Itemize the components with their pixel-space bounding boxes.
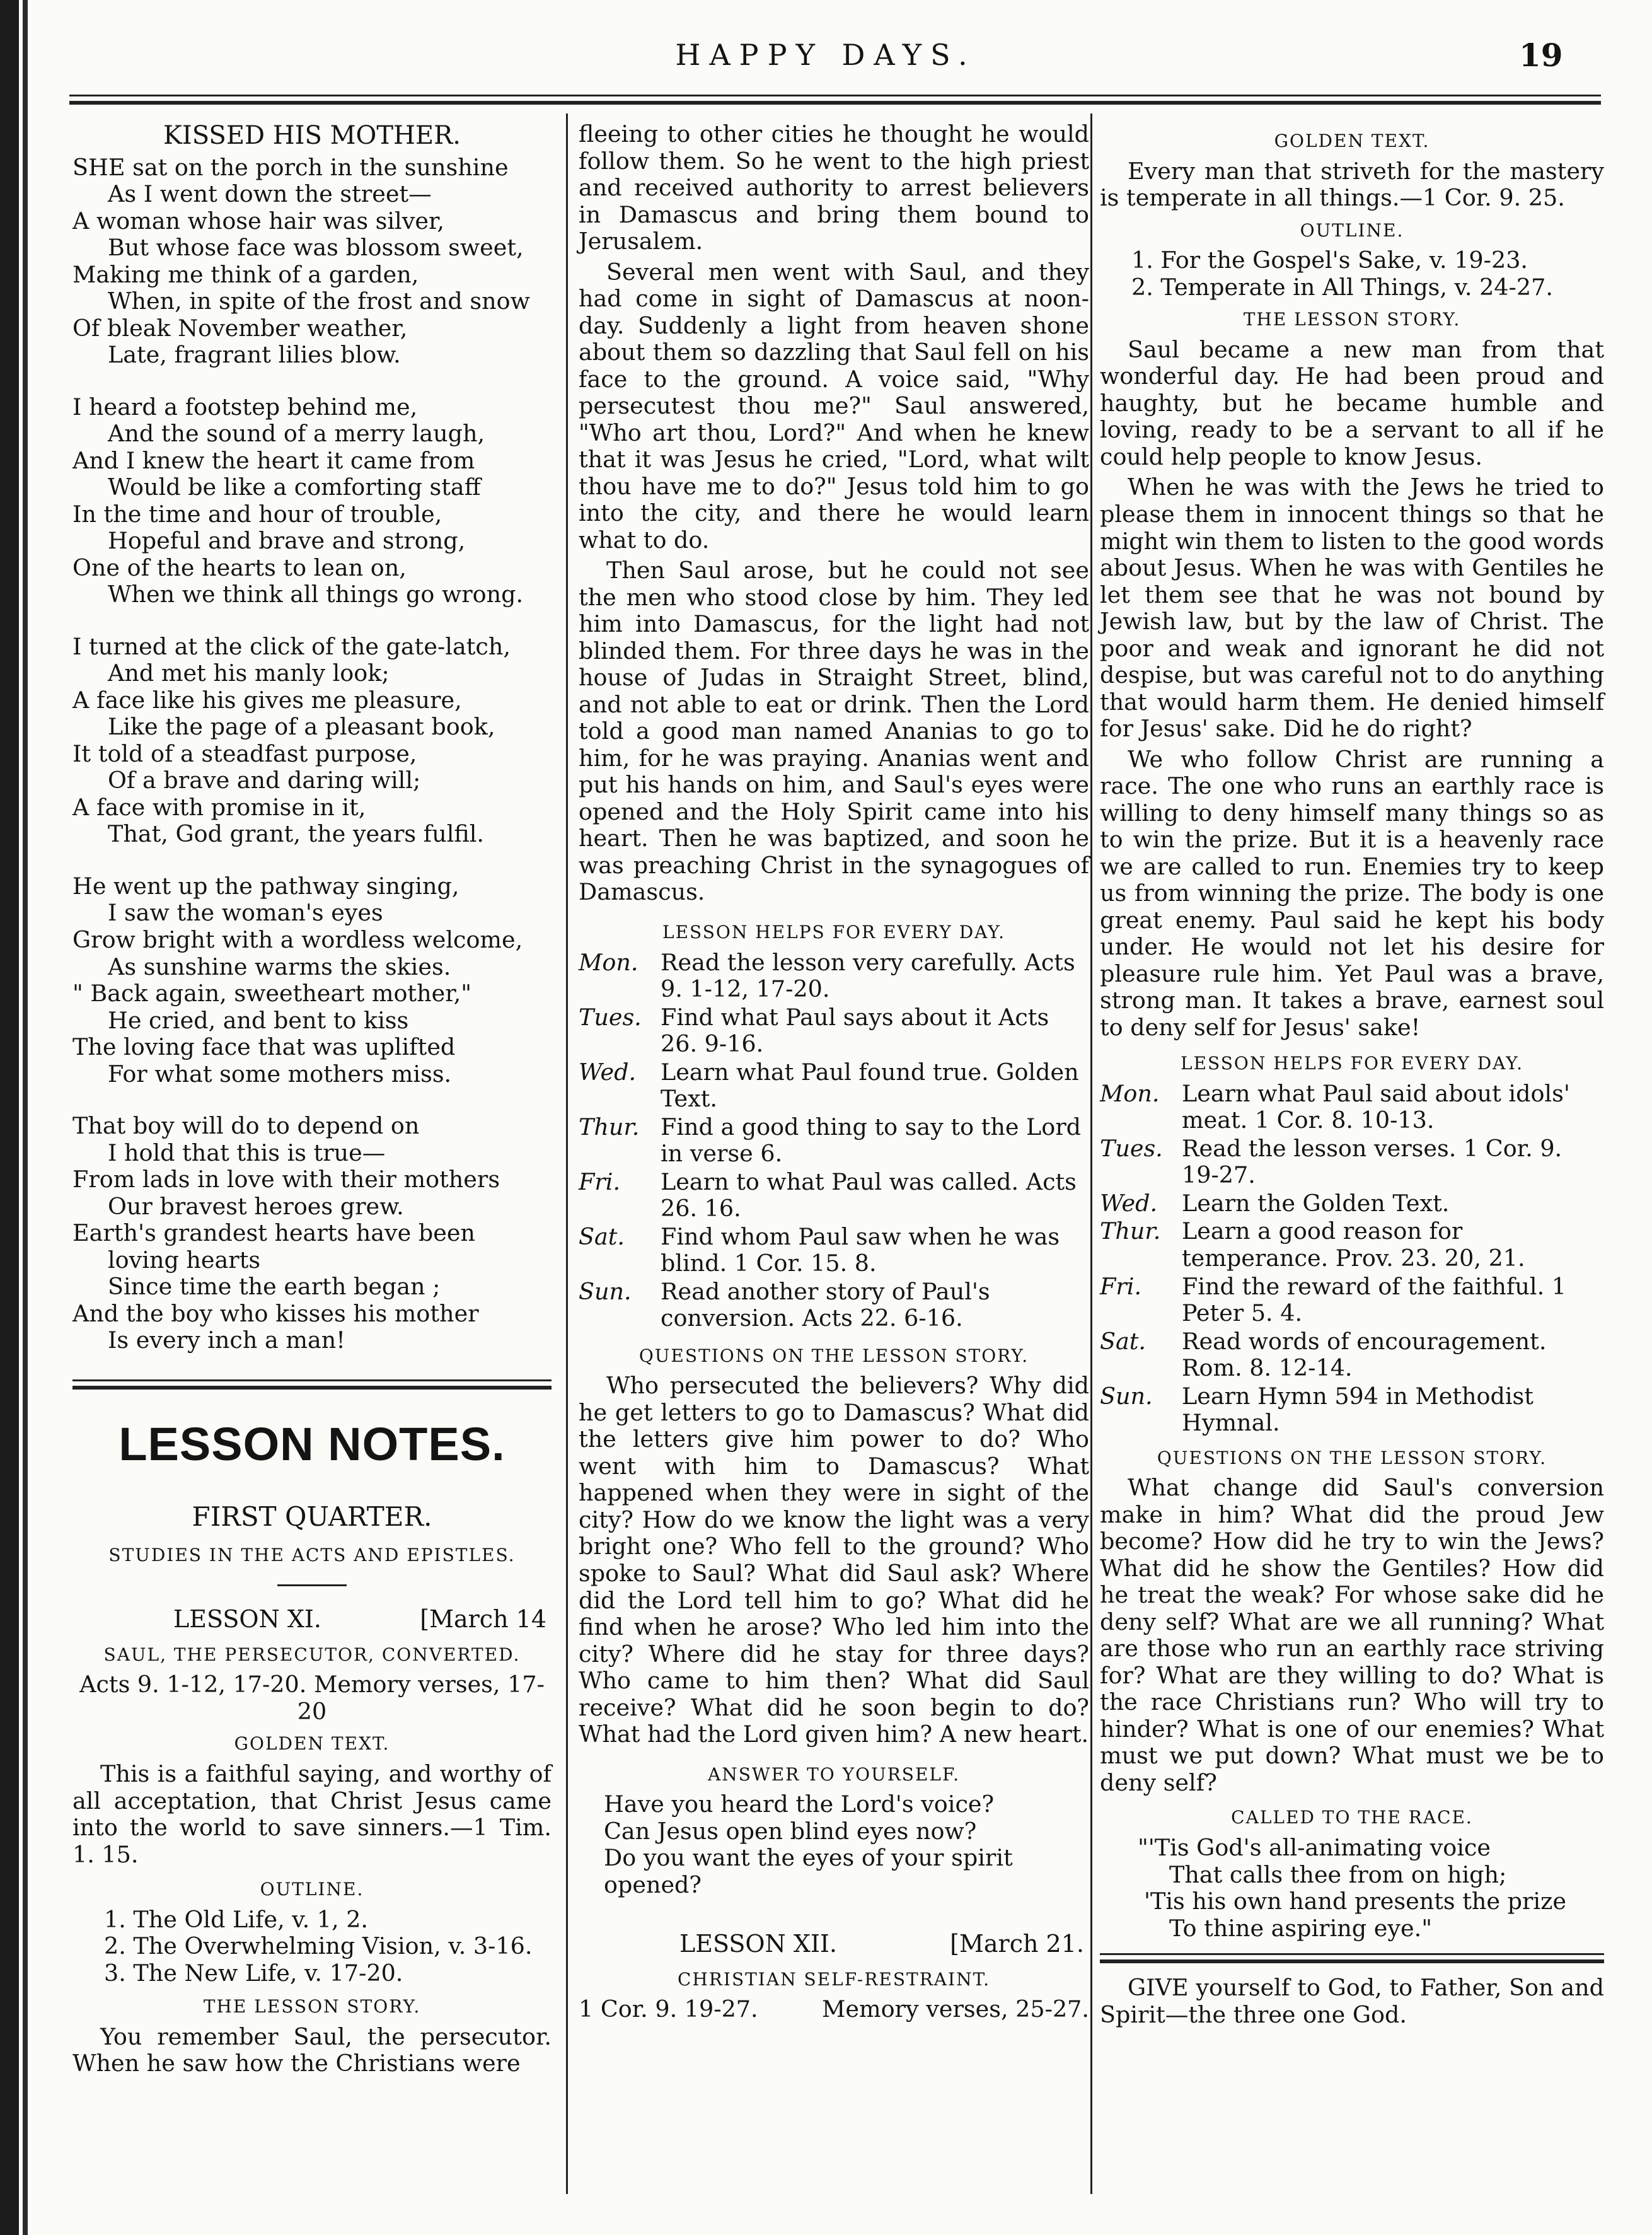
help-row [1100, 1081, 1604, 1134]
lesson-12-story-p2: When he was with the Jews he tried to please them in innocent things so that he might win them to listen to the good words about Jesus. When he was with Gentiles he let them see that he was not bound by Jewish law, but by the law of Christ. The poor and weak and ignorant he did not despise, but was careful not to do anything that would harm them. He denied himself for Jesus' sake. Did he do right? [1100, 473, 1604, 743]
poem-line: And the boy who kisses his mother [72, 1299, 479, 1327]
help-day: Wed. [579, 1058, 637, 1086]
lesson-11-story-p3: Then Saul arose, but he could not see the men who stood close by him. They led him into Damascus, for the light had not blinded them. For three days he was in the house of Judas in Straight Street, blind, and not able to eat or drink. Then the Lord told a good man named Ananias to go to him, for he was praying. Ananias went and put his hands on him, and Saul's eyes were opened and the Holy Spirit came into his heart. Then he was baptized, and soon he was preaching Christ in the synagogues of Damascus. [579, 557, 1089, 906]
poem-line: SHE sat on the porch in the sunshine [72, 153, 509, 181]
help-row [1100, 1190, 1604, 1217]
poem-line: Hopeful and brave and strong, [108, 527, 466, 555]
help-text: Find whom Paul saw when he was blind. 1 Cor. 15. 8. [661, 1222, 1060, 1277]
poem-line: A woman whose hair was silver, [72, 207, 444, 235]
lesson-12-memory: Memory verses, 25-27. [822, 1995, 1089, 2023]
lesson-11-story-p2: Several men went with Saul, and they had come in sight of Damascus at noon-day. Suddenly a light from heaven shone about them so dazzling that Saul fell on his face to the ground. A voice said, "Why persecutest thou me?" Saul answered, "Who art thou, Lord?" And when he knew that it was Jesus he cried, "Lord, what wilt thou have me to do?" Jesus told him to go into the city, and there he would learn what to do. [579, 258, 1089, 554]
hymn-line: That calls thee from on high; [1169, 1861, 1507, 1888]
outline-item: 1. For the Gospel's Sake, v. 19-23. [1131, 247, 1528, 274]
help-day: Sun. [579, 1277, 632, 1305]
help-row [1100, 1328, 1604, 1382]
lesson-12-title: CHRISTIAN SELF-RESTRAINT. [677, 1968, 991, 1990]
answer-line: Have you heard the Lord's voice? [604, 1791, 995, 1818]
help-text: Learn a good reason for temperance. Prov. 23. 20, 21. [1182, 1217, 1525, 1272]
lesson-12-questions-label: QUESTIONS ON THE LESSON STORY. [1157, 1447, 1547, 1468]
help-day: Fri. [1100, 1272, 1142, 1300]
poem-line: That boy will do to depend on [72, 1112, 420, 1140]
lesson-11-title: SAUL, THE PERSECUTOR, CONVERTED. [103, 1644, 521, 1665]
help-text: Learn Hymn 594 in Methodist Hymnal. [1182, 1382, 1534, 1437]
lesson-11-story-label: THE LESSON STORY. [203, 1996, 421, 2017]
help-row [579, 1279, 1089, 1332]
poem-line: In the time and hour of trouble, [72, 500, 442, 528]
lesson-12-golden-label: GOLDEN TEXT. [1274, 131, 1430, 151]
lesson-12-golden-text: Every man that striveth for the mastery is temperate in all things.—1 Cor. 9. 25. [1100, 157, 1604, 212]
poem-line: Since time the earth began ; [108, 1273, 441, 1301]
outline-item: 1. The Old Life, v. 1, 2. [104, 1905, 369, 1933]
lesson-11-questions: Who persecuted the believers? Why did he get letters to go to Damascus? What did the letters give him power to do? Who went with him to Damascus? What happened when they were in sight of the city? How do we know the light was a very bright one? Who fell to the ground? Who spoke to Saul? What did Saul ask? Where did the Lord tell him to go? What did he find when he arose? Who led him into the city? Where did he stay for three days? Who came to him then? What did Saul receive? What did he soon begin to do? What had the Lord given him? A new heart. [579, 1372, 1089, 1748]
closing-rule [1100, 1953, 1604, 1963]
poem-line: Making me think of a garden, [72, 260, 419, 288]
lesson-12-questions: What change did Saul's conversion make in him? What did the proud Jew become? How did he try to win the Jews? What did he show the Gentiles? How did he treat the weak? For whose sake did he deny self? What are we all running? What are those who run an earthly race striving for? What are they willing to do? What is the race Christians run? Who will try to hinder? What is one of our enemies? What must we put down? What must we be to deny self? [1100, 1474, 1604, 1796]
column-2 [579, 121, 1089, 2023]
help-day: Sun. [1100, 1382, 1153, 1410]
poem-line: Grow bright with a wordless welcome, [72, 926, 523, 953]
column-3 [1100, 121, 1604, 2032]
lesson-11-number: LESSON XI. [173, 1605, 321, 1634]
poem-line: And met his manly look; [108, 659, 390, 687]
help-day: Mon. [1100, 1079, 1160, 1107]
lesson-11-reference: Acts 9. 1-12, 17-20. Memory verses, 17-20 [79, 1671, 545, 1725]
help-day: Thur. [1100, 1217, 1161, 1245]
lesson-11-golden-text: This is a faithful saying, and worthy of all acceptation, that Christ Jesus came into the world to save sinners.—1 Tim. 1. 15. [72, 1760, 552, 1868]
column-1 [72, 121, 552, 2081]
answer-line: Do you want the eyes of your spirit opened? [604, 1844, 1013, 1898]
poem-line: He cried, and bent to kiss [108, 1006, 409, 1034]
help-text: Find what Paul says about it Acts 26. 9-16. [661, 1003, 1049, 1058]
outline-item: 2. The Overwhelming Vision, v. 3-16. [104, 1932, 533, 1960]
lesson-11-date: [March 14 [420, 1605, 546, 1634]
poem-line: And the sound of a merry laugh, [108, 420, 485, 448]
lesson-12-outline-label: OUTLINE. [1300, 219, 1404, 241]
running-title: HAPPY DAYS. [675, 38, 976, 72]
help-row [579, 1004, 1089, 1058]
poem-stanza [72, 154, 552, 369]
lesson-11-golden-label: GOLDEN TEXT. [234, 1733, 390, 1755]
poem-line: When, in spite of the frost and snow [108, 287, 530, 315]
help-text: Find the reward of the faithful. 1 Peter 5. 4. [1182, 1272, 1567, 1327]
poem-line: A face like his gives me pleasure, [72, 686, 462, 714]
closing-text: GIVE yourself to God, to Father, Son and Spirit—the three one God. [1100, 1974, 1604, 2028]
lesson-12-helps-label: LESSON HELPS FOR EVERY DAY. [1180, 1053, 1523, 1074]
help-text: Learn what Paul said about idols' meat. 1 Cor. 8. 10-13. [1182, 1079, 1570, 1134]
poem-line: Of a brave and daring will; [108, 767, 421, 794]
short-rule [277, 1584, 347, 1586]
poem-line: He went up the pathway singing, [72, 872, 459, 900]
help-row [579, 1059, 1089, 1113]
studies-heading: STUDIES IN THE ACTS AND EPISTLES. [108, 1544, 516, 1565]
lesson-11-story-start: You remember Saul, the persecutor. When he saw how the Christians were [72, 2023, 552, 2077]
page-number: 19 [1519, 37, 1563, 74]
lesson-11-heading [72, 1605, 552, 1633]
lesson-11-helps [579, 949, 1089, 1332]
poem-line: Late, fragrant lilies blow. [108, 341, 401, 369]
help-text: Read another story of Paul's conversion. Acts 22. 6-16. [661, 1277, 990, 1332]
poem-line: For what some mothers miss. [108, 1060, 452, 1088]
help-day: Sat. [1100, 1327, 1147, 1355]
hymn-verse [1100, 1835, 1604, 1942]
poem-line: As sunshine warms the skies. [108, 953, 451, 980]
lesson-12-number: LESSON XII. [679, 1930, 838, 1958]
header-rule [69, 95, 1601, 105]
help-row [579, 1224, 1089, 1277]
lesson-12-story-label: THE LESSON STORY. [1243, 309, 1461, 330]
help-text: Read words of encouragement. Rom. 8. 12-14. [1182, 1327, 1547, 1382]
poem-stanza [72, 394, 552, 608]
answer-line: Can Jesus open blind eyes now? [604, 1817, 977, 1845]
lesson-12-heading [579, 1930, 1089, 1958]
column-divider-2 [1090, 113, 1092, 2194]
poem-line: Earth's grandest hearts have been loving hearts [72, 1219, 475, 1274]
lesson-11-helps-label: LESSON HELPS FOR EVERY DAY. [662, 921, 1005, 943]
help-text: Read the lesson verses. 1 Cor. 9. 19-27. [1182, 1134, 1562, 1189]
help-day: Sat. [579, 1222, 625, 1250]
poem-line: Is every inch a man! [108, 1326, 345, 1354]
poem-line: From lads in love with their mothers [72, 1166, 500, 1193]
help-row [1100, 1383, 1604, 1437]
poem-line: But whose face was blossom sweet, [108, 234, 524, 262]
help-row [579, 949, 1089, 1003]
poem-line: The loving face that was uplifted [72, 1033, 456, 1061]
lesson-12-helps [1100, 1081, 1604, 1437]
poem-line: Of bleak November weather, [72, 314, 408, 342]
lesson-11-story-continued: fleeing to other cities he thought he would follow them. So he went to the high priest and received authority to arrest believers in Damascus and bring them bound to Jerusalem. [579, 120, 1089, 255]
help-day: Tues. [579, 1003, 642, 1031]
poem-stanza [72, 634, 552, 848]
poem-line: " Back again, sweetheart mother," [72, 980, 472, 1007]
quarter-heading: FIRST QUARTER. [192, 1501, 432, 1532]
lesson-12-story-p1: Saul became a new man from that wonderful day. He had been proud and haughty, but he became humble and loving, ready to be a servant to all if he could help people to know Jesus. [1100, 335, 1604, 470]
poem-line: I hold that this is true— [108, 1139, 386, 1166]
help-day: Mon. [579, 948, 638, 976]
help-row [1100, 1135, 1604, 1189]
hymn-line: 'Tis his own hand presents the prize [1144, 1888, 1566, 1915]
poem-line: That, God grant, the years fulfil. [108, 820, 484, 848]
poem-line: Our bravest heroes grew. [108, 1192, 404, 1220]
help-row [1100, 1274, 1604, 1327]
poem-line: I saw the woman's eyes [108, 899, 383, 927]
outline-item: 2. Temperate in All Things, v. 24-27. [1131, 273, 1553, 301]
lesson-11-answer-label: ANSWER TO YOURSELF. [708, 1763, 960, 1785]
poem-line: When we think all things go wrong. [108, 581, 524, 608]
help-text: Find a good thing to say to the Lord in verse 6. [661, 1113, 1082, 1168]
help-text: Learn the Golden Text. [1182, 1189, 1450, 1217]
outline-item: 3. The New Life, v. 17-20. [104, 1959, 403, 1987]
lesson-11-answer [579, 1791, 1089, 1898]
lesson-12-outline [1100, 247, 1604, 301]
poem-line: A face with promise in it, [72, 793, 366, 821]
lesson-12-date: [March 21. [950, 1930, 1084, 1958]
lesson-notes-title: LESSON NOTES. [118, 1417, 505, 1470]
hymn-line: "'Tis God's all-animating voice [1138, 1834, 1491, 1862]
poem-line: I heard a footstep behind me, [72, 393, 418, 421]
lesson-11-questions-label: QUESTIONS ON THE LESSON STORY. [638, 1345, 1029, 1366]
poem-body [72, 154, 552, 1354]
help-row [1100, 1218, 1604, 1272]
help-text: Read the lesson very carefully. Acts 9. 1-12, 17-20. [661, 948, 1075, 1003]
page-binding-edge [0, 0, 19, 2235]
poem-line: Like the page of a pleasant book, [108, 713, 495, 741]
page-binding-edge-line [23, 0, 28, 2235]
poem-line: I turned at the click of the gate-latch, [72, 632, 511, 660]
lesson-11-outline-label: OUTLINE. [260, 1879, 364, 1900]
poem-line: As I went down the street— [108, 180, 432, 208]
section-rule [72, 1379, 552, 1390]
poem-title: KISSED HIS MOTHER. [163, 121, 461, 150]
help-text: Learn to what Paul was called. Acts 26. 16. [661, 1168, 1077, 1222]
help-text: Learn what Paul found true. Golden Text. [661, 1058, 1079, 1113]
poem-line: One of the hearts to lean on, [72, 554, 407, 581]
help-row [579, 1114, 1089, 1168]
help-day: Fri. [579, 1168, 621, 1195]
hymn-line: To thine aspiring eye." [1169, 1914, 1432, 1942]
poem-stanza [72, 873, 552, 1088]
poem-stanza [72, 1113, 552, 1354]
help-row [579, 1169, 1089, 1222]
help-day: Tues. [1100, 1134, 1163, 1162]
poem-line: Would be like a comforting staff [108, 473, 481, 501]
help-day: Thur. [579, 1113, 640, 1141]
poem-line: And I knew the heart it came from [72, 446, 475, 474]
help-day: Wed. [1100, 1189, 1158, 1217]
lesson-12-reference: 1 Cor. 9. 19-27. [579, 1995, 758, 2023]
column-divider-1 [566, 113, 568, 2194]
lesson-12-reference-row [579, 1996, 1089, 2023]
lesson-11-outline [72, 1907, 552, 1987]
lesson-12-story-p3: We who follow Christ are running a race. The one who runs an earthly race is willing to deny himself many things so as to win the prize. But it is a heavenly race we are called to run. Enemies try to keep us from winning the prize. The body is one great enemy. Paul said he kept his body under. He would not let his desire for pleasure rule him. Yet Paul was a brave, strong man. It takes a brave, earnest soul to deny self for Jesus' sake! [1100, 745, 1604, 1041]
hymn-label: CALLED TO THE RACE. [1231, 1807, 1473, 1828]
poem-line: It told of a steadfast purpose, [72, 740, 417, 767]
